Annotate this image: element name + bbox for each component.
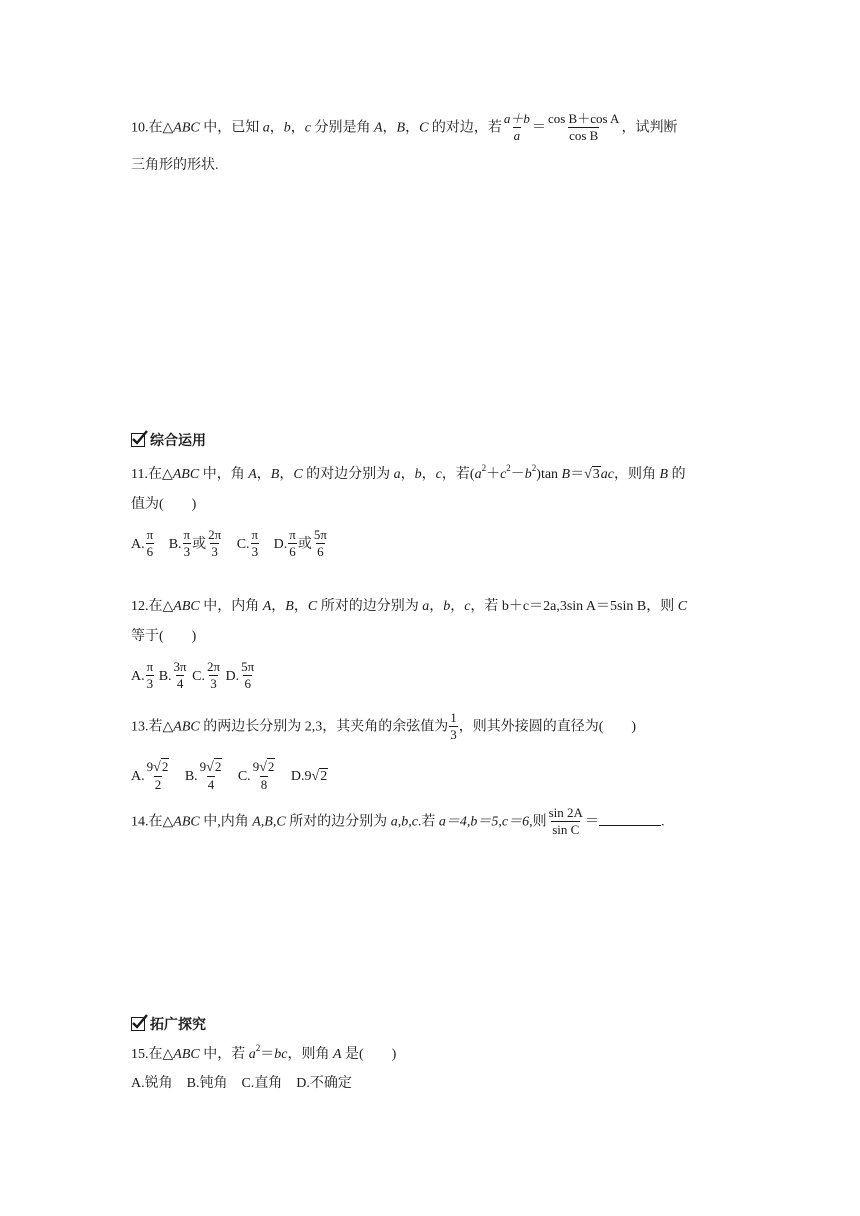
q11-line1: 11.在△ABC 中，角 A，B，C 的对边分别为 a，b，c，若$(a^2+c^2-b^2)\tan$ B＝√3ac，则角 B 的	[131, 465, 686, 485]
q11-option-c[interactable]: C. $\frac{\pi}{3}$	[236, 527, 259, 559]
checkbox-check-icon	[131, 1017, 145, 1031]
q12-option-d[interactable]: D. $\frac{5\pi}{6}$	[225, 659, 255, 691]
section-header-comprehensive: 综合运用	[131, 430, 206, 450]
q13-option-c[interactable]: C. $\frac{9√2}{8}$	[237, 759, 275, 792]
q10-line1: 10.在△ABC 中，已知 a，b，c 分别是角 A，B，C 的对边，若 $\frac{a+b}{a}$ ＝ $\frac{\text{cos B＋cos A}}{\text{cos B}}$ ，试判断	[131, 111, 678, 143]
q13-option-b[interactable]: B. $\frac{9√2}{4}$	[184, 759, 222, 792]
q12-option-c[interactable]: C. $\frac{2\pi}{3}$	[192, 659, 221, 691]
q11-option-b[interactable]: B. $\frac{\pi}{3}$ 或 $\frac{2\pi}{3}$	[168, 527, 222, 559]
q12-line1: 12.在△ABC 中，内角 A，B，C 所对的边分别为 a，b，c，若 b＋c＝2a,3sin A＝5sin B，则 C	[131, 599, 688, 614]
checkbox-check-icon	[131, 433, 145, 447]
section-header-extension: 拓广探究	[131, 1014, 206, 1034]
q12-line2: 等于( )	[131, 629, 197, 644]
q10-line2: 三角形的形状.	[131, 158, 219, 173]
q11-options	[131, 528, 339, 561]
fraction-cos-sum-over-cosB: $\frac{\text{cos B＋cos A}}{\text{cos B}}$	[547, 111, 620, 143]
q11-option-a[interactable]: A. $\frac{\pi}{6}$	[131, 527, 154, 559]
q15-line1: 15.在△ABC 中，若 $a^2=bc$，则角 A 是( )	[131, 1043, 397, 1062]
q14-line1: 14.在△ABC 中,内角 A,B,C 所对的边分别为 a,b,c.若 a＝4,b＝5,c＝6,则 $\frac{\sin 2A}{\text{sin C}}$ ＝ .	[131, 805, 665, 837]
sqrt-3: √3	[584, 467, 600, 482]
q13-line1: 13.若△ABC 的两边长分别为 2,3，其夹角的余弦值为 $\frac{1}{3}$ ，则其外接圆的直径为( )	[131, 710, 637, 742]
answer-blank[interactable]	[599, 813, 661, 826]
fraction-a-plus-b-over-a: $\frac{a+b}{a}$	[503, 111, 530, 143]
q12-options	[131, 660, 256, 693]
fraction-sin2A-over-sinC: $\frac{\sin 2A}{\text{sin C}}$	[548, 805, 583, 837]
q11-option-d[interactable]: D. $\frac{\pi}{6}$ 或 $\frac{5\pi}{6}$	[273, 527, 327, 559]
q13-options	[131, 760, 338, 794]
q12-option-a[interactable]: A. $\frac{\pi}{3}$	[131, 659, 154, 691]
q12-option-b[interactable]: B. $\frac{3\pi}{4}$	[158, 659, 187, 691]
q13-option-d[interactable]: D.9√2	[290, 769, 328, 785]
q15-options[interactable]: A.锐角 B.钝角 C.直角 D.不确定	[131, 1076, 352, 1091]
q13-option-a[interactable]: A. $\frac{9√2}{2}$	[131, 759, 169, 792]
q11-line2: 值为( )	[131, 497, 197, 512]
